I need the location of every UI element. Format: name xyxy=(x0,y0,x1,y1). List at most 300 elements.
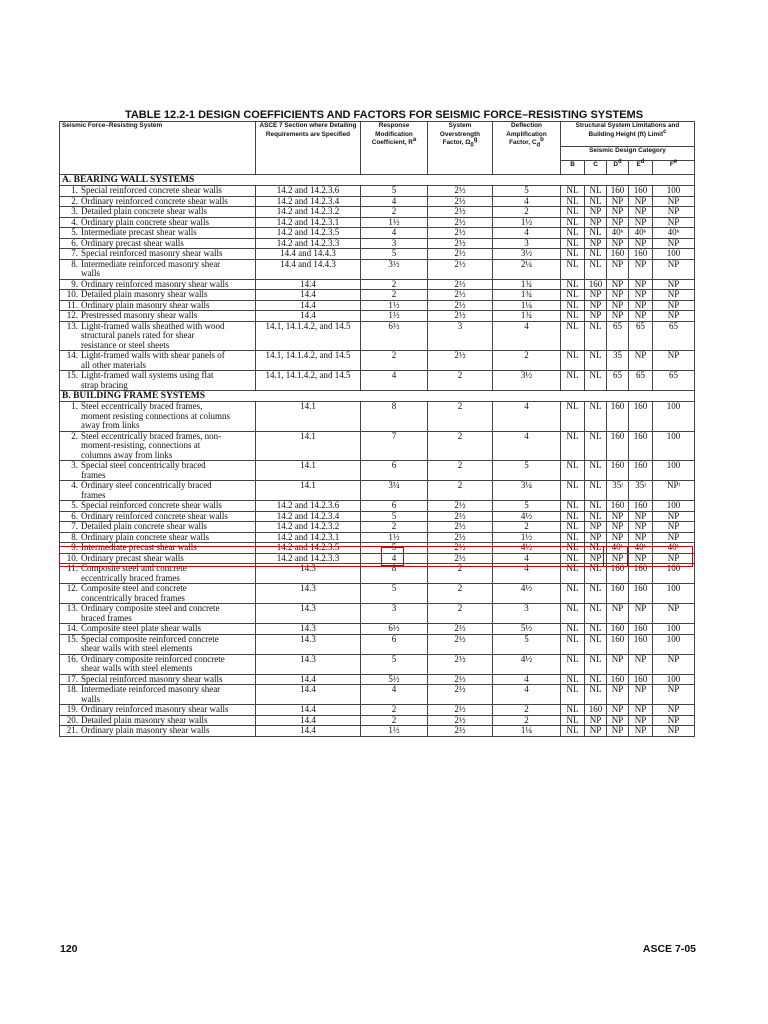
row-number: 21. xyxy=(66,725,78,735)
cd-value-cell: 4½ xyxy=(493,654,561,674)
sdc-f-cell: NP xyxy=(653,300,695,311)
row-number: 13. xyxy=(66,603,78,613)
sdc-f-cell: NP xyxy=(653,522,695,533)
sdc-f-cell: NPʲ xyxy=(653,481,695,501)
row-number: 17. xyxy=(66,673,78,684)
table-row xyxy=(60,543,695,554)
table-row xyxy=(60,685,695,705)
cd-value-cell: 4 xyxy=(493,228,561,239)
sdc-e-cell: NP xyxy=(629,522,653,533)
row-number: 2. xyxy=(71,195,78,206)
sdc-c-cell: NL xyxy=(585,431,607,461)
sdc-d-cell: NP xyxy=(607,217,629,228)
section-cell: 14.3 xyxy=(256,624,361,635)
sdc-b-cell: NL xyxy=(561,501,585,512)
system-cell xyxy=(60,311,256,322)
sdc-c-cell: 160 xyxy=(585,705,607,716)
sdc-d-cell: NP xyxy=(607,300,629,311)
publication-name: ASCE 7-05 xyxy=(642,943,696,955)
cd-value-cell: 2 xyxy=(493,522,561,533)
r-value-cell: 6½ xyxy=(361,321,428,351)
sdc-b-cell: NL xyxy=(561,654,585,674)
row-number: 6. xyxy=(71,237,78,248)
sdc-b-cell: NL xyxy=(561,217,585,228)
section-cell: 14.3 xyxy=(256,654,361,674)
section-cell: 14.4 xyxy=(256,290,361,301)
r-value-cell: 5 xyxy=(361,543,428,554)
system-name: Light-framed wall systems using flat strap bracing xyxy=(81,370,214,390)
sdc-f-cell: NP xyxy=(653,654,695,674)
section-cell: 14.1 xyxy=(256,431,361,461)
sdc-e-cell: 160 xyxy=(629,634,653,654)
sdc-d-cell: 160 xyxy=(607,501,629,512)
cd-value-cell: 1½ xyxy=(493,217,561,228)
table-row xyxy=(60,564,695,584)
sdc-f-cell: NP xyxy=(653,705,695,716)
sdc-c-cell: NL xyxy=(585,564,607,584)
table-row xyxy=(60,311,695,322)
sdc-f-cell: NP xyxy=(653,604,695,624)
section-cell: 14.1, 14.1.4.2, and 14.5 xyxy=(256,351,361,371)
sdc-d-cell: 160 xyxy=(607,186,629,197)
sdc-b-cell: NL xyxy=(561,290,585,301)
sdc-d-cell: 160 xyxy=(607,431,629,461)
omega-value-cell: 2½ xyxy=(428,532,493,543)
section-cell: 14.4 xyxy=(256,705,361,716)
cd-value-cell: 4 xyxy=(493,196,561,207)
sdc-f-cell: NP xyxy=(653,726,695,737)
sdc-f-cell: NP xyxy=(653,532,695,543)
cd-value-cell: 3½ xyxy=(493,371,561,391)
cd-value-cell: 5 xyxy=(493,186,561,197)
row-number: 1. xyxy=(71,401,78,411)
r-value-cell: 2 xyxy=(361,705,428,716)
sdc-b-cell: NL xyxy=(561,532,585,543)
system-cell xyxy=(60,532,256,543)
sdc-f-cell: NP xyxy=(653,290,695,301)
system-name: Composite steel plate shear walls xyxy=(81,623,201,633)
section-cell: 14.2 and 14.2.3.4 xyxy=(256,196,361,207)
sdc-b-cell: NL xyxy=(561,207,585,218)
sdc-d-cell: 160 xyxy=(607,584,629,604)
sdc-c-cell: NP xyxy=(585,532,607,543)
highlight-cell-r xyxy=(381,547,404,566)
system-name: Special reinforced concrete shear walls xyxy=(81,500,222,510)
sdc-d-cell: NP xyxy=(607,290,629,301)
row-number: 1. xyxy=(71,185,78,195)
r-value-cell: 4 xyxy=(361,685,428,705)
r-value-cell: 4 xyxy=(361,371,428,391)
system-cell xyxy=(60,371,256,391)
row-number: 14. xyxy=(66,623,78,633)
sdc-b-cell: NL xyxy=(561,371,585,391)
system-name: Ordinary reinforced concrete shear walls xyxy=(81,510,228,521)
table-row xyxy=(60,300,695,311)
sdc-f-cell: NP xyxy=(653,238,695,249)
system-cell xyxy=(60,279,256,290)
sdc-d-cell: 160 xyxy=(607,461,629,481)
section-cell: 14.4 xyxy=(256,726,361,737)
sdc-f-cell: 100 xyxy=(653,674,695,685)
sdc-b-cell: NL xyxy=(561,321,585,351)
sdc-b-cell: NL xyxy=(561,726,585,737)
system-name: Ordinary composite reinforced concrete shear walls with steel elements xyxy=(81,653,225,673)
omega-value-cell: 2½ xyxy=(428,726,493,737)
header-row-1 xyxy=(60,122,695,147)
row-number: 16. xyxy=(66,653,78,664)
cd-value-cell: 3½ xyxy=(493,249,561,260)
cd-value-cell: 1¾ xyxy=(493,311,561,322)
table-row xyxy=(60,371,695,391)
sdc-b-cell: NL xyxy=(561,481,585,501)
row-number: 11. xyxy=(67,563,78,573)
sdc-c-cell: NP xyxy=(585,300,607,311)
omega-value-cell: 2½ xyxy=(428,259,493,279)
sdc-d-cell: NP xyxy=(607,279,629,290)
sdc-e-cell: NP xyxy=(629,511,653,522)
sdc-e-cell: 160 xyxy=(629,501,653,512)
cd-value-cell: 2 xyxy=(493,715,561,726)
sdc-f-cell: NP xyxy=(653,311,695,322)
system-name: Ordinary plain masonry shear walls xyxy=(81,725,210,735)
section-cell: 14.4 xyxy=(256,279,361,290)
r-value-cell: 1½ xyxy=(361,217,428,228)
row-number: 18. xyxy=(66,684,78,694)
omega-value-cell: 2 xyxy=(428,431,493,461)
system-name: Ordinary reinforced concrete shear walls xyxy=(81,195,228,206)
system-name: Ordinary reinforced masonry shear walls xyxy=(81,704,229,714)
sdc-b-cell: NL xyxy=(561,685,585,705)
omega-value-cell: 2½ xyxy=(428,300,493,311)
system-name: Steel eccentrically braced frames, moment resisting connections at columns away from links xyxy=(81,401,230,430)
sdc-c-cell: NP xyxy=(585,726,607,737)
sdc-c-cell: 160 xyxy=(585,279,607,290)
sdc-c-cell: NP xyxy=(585,238,607,249)
section-cell: 14.1 xyxy=(256,402,361,432)
section-cell: 14.4 xyxy=(256,685,361,705)
system-name: Intermediate reinforced masonry shear walls xyxy=(81,258,221,278)
omega-value-cell: 3 xyxy=(428,321,493,351)
section-cell: 14.4 and 14.4.3 xyxy=(256,259,361,279)
row-number: 7. xyxy=(71,521,78,531)
table-row xyxy=(60,654,695,674)
system-name: Ordinary precast shear walls xyxy=(81,237,184,248)
section-cell: 14.4 and 14.4.3 xyxy=(256,249,361,260)
table-row xyxy=(60,228,695,239)
r-value-cell: 5 xyxy=(361,249,428,260)
table-title: TABLE 12.2-1 DESIGN COEFFICIENTS AND FACTORS FOR SEISMIC FORCE–RESISTING SYSTEMS xyxy=(124,109,644,121)
row-number: 12. xyxy=(66,310,78,320)
row-number: 8. xyxy=(71,258,78,269)
sdc-d-cell: NP xyxy=(607,511,629,522)
sdc-e-cell: NP xyxy=(629,259,653,279)
sdc-e-cell: NP xyxy=(629,705,653,716)
sdc-e-cell: 160 xyxy=(629,461,653,481)
r-value-cell: 5 xyxy=(361,186,428,197)
sdc-e-cell: NP xyxy=(629,351,653,371)
section-cell: 14.2 and 14.2.3.1 xyxy=(256,217,361,228)
sdc-f-cell: NP xyxy=(653,259,695,279)
section-cell: 14.3 xyxy=(256,634,361,654)
table-row xyxy=(60,584,695,604)
sdc-d-cell: NP xyxy=(607,705,629,716)
omega-value-cell: 2½ xyxy=(428,207,493,218)
system-name: Composite steel and concrete concentrically braced frames xyxy=(81,583,187,603)
row-number: 7. xyxy=(71,248,78,258)
r-value-cell: 1½ xyxy=(361,726,428,737)
sdc-e-cell: 160 xyxy=(629,186,653,197)
sdc-e-cell: NP xyxy=(629,604,653,624)
sdc-d-cell: NP xyxy=(607,311,629,322)
omega-value-cell: 2½ xyxy=(428,501,493,512)
sdc-c-cell: NL xyxy=(585,321,607,351)
omega-value-cell: 2½ xyxy=(428,279,493,290)
cd-value-cell: 5 xyxy=(493,501,561,512)
sdc-c-cell: NP xyxy=(585,311,607,322)
sdc-f-cell: NP xyxy=(653,511,695,522)
sdc-c-cell: NP xyxy=(585,715,607,726)
system-cell xyxy=(60,564,256,584)
system-name: Ordinary plain masonry shear walls xyxy=(81,299,210,310)
system-cell xyxy=(60,431,256,461)
col-header-omega: System Overstrength Factor, $\Omega_0^g$ xyxy=(428,122,493,175)
system-cell xyxy=(60,543,256,554)
sdc-b-cell: NL xyxy=(561,186,585,197)
omega-value-cell: 2 xyxy=(428,402,493,432)
table-row xyxy=(60,553,695,564)
sdc-e-cell: NP xyxy=(629,685,653,705)
section-cell: 14.2 and 14.2.3.4 xyxy=(256,511,361,522)
cd-value-cell: 3 xyxy=(493,604,561,624)
r-value-cell: 4 xyxy=(361,196,428,207)
cd-value-cell: 1½ xyxy=(493,532,561,543)
omega-value-cell: 2½ xyxy=(428,685,493,705)
section-cell: 14.2 and 14.2.3.2 xyxy=(256,522,361,533)
omega-value-cell: 2 xyxy=(428,461,493,481)
sdc-f-cell: NP xyxy=(653,207,695,218)
sdc-c-cell: NP xyxy=(585,553,607,564)
sdc-e-cell: 160 xyxy=(629,674,653,685)
system-cell xyxy=(60,624,256,635)
sdc-d-cell: 160 xyxy=(607,564,629,584)
sdc-c-cell: NL xyxy=(585,402,607,432)
system-name: Special reinforced concrete shear walls xyxy=(81,185,222,195)
sdc-f-cell: NP xyxy=(653,685,695,705)
system-name: Special composite reinforced concrete shear walls with steel elements xyxy=(81,633,219,653)
sdc-b-cell: NL xyxy=(561,228,585,239)
table-row xyxy=(60,726,695,737)
cd-value-cell: 4 xyxy=(493,321,561,351)
sdc-b-cell: NL xyxy=(561,311,585,322)
table-row xyxy=(60,674,695,685)
cd-value-cell: 4 xyxy=(493,402,561,432)
row-number: 15. xyxy=(66,370,78,380)
sdc-e-cell: 65 xyxy=(629,321,653,351)
system-cell xyxy=(60,217,256,228)
section-cell: 14.2 and 14.2.3.1 xyxy=(256,532,361,543)
col-header-f: $F^e$ xyxy=(653,161,695,175)
table-row xyxy=(60,604,695,624)
row-number: 9. xyxy=(71,278,78,289)
sdc-e-cell: 40ᵏ xyxy=(629,228,653,239)
sdc-c-cell: NL xyxy=(585,501,607,512)
sdc-d-cell: 40ᵏ xyxy=(607,228,629,239)
system-cell xyxy=(60,290,256,301)
sdc-b-cell: NL xyxy=(561,402,585,432)
r-value-cell: 2 xyxy=(361,290,428,301)
sdc-c-cell: NL xyxy=(585,674,607,685)
table-row xyxy=(60,624,695,635)
row-number: 2. xyxy=(71,430,78,441)
r-value-cell: 2 xyxy=(361,207,428,218)
table-row xyxy=(60,481,695,501)
system-cell xyxy=(60,501,256,512)
system-cell xyxy=(60,207,256,218)
sdc-f-cell: 100 xyxy=(653,249,695,260)
table-row xyxy=(60,522,695,533)
sdc-d-cell: NP xyxy=(607,553,629,564)
row-number: 15. xyxy=(66,633,78,644)
col-header-system: Seismic Force–Resisting System xyxy=(60,122,256,175)
system-name: Steel eccentrically braced frames, non-moment-resisting, connections at columns away from links xyxy=(81,430,222,460)
system-cell xyxy=(60,249,256,260)
row-number: 9. xyxy=(71,542,78,552)
sdc-c-cell: NL xyxy=(585,186,607,197)
sdc-d-cell: NP xyxy=(607,654,629,674)
sdc-b-cell: NL xyxy=(561,705,585,716)
sdc-d-cell: 160 xyxy=(607,402,629,432)
sdc-d-cell: 160 xyxy=(607,674,629,685)
sdc-c-cell: NL xyxy=(585,543,607,554)
sdc-e-cell: NP xyxy=(629,311,653,322)
sdc-e-cell: NP xyxy=(629,553,653,564)
section-cell: 14.2 and 14.2.3.5 xyxy=(256,543,361,554)
r-value-cell: 2 xyxy=(361,351,428,371)
sdc-c-cell: NP xyxy=(585,217,607,228)
system-name: Ordinary precast shear walls xyxy=(81,552,184,563)
omega-value-cell: 2½ xyxy=(428,249,493,260)
omega-value-cell: 2½ xyxy=(428,186,493,197)
sdc-b-cell: NL xyxy=(561,259,585,279)
sdc-e-cell: NP xyxy=(629,532,653,543)
r-value-cell: 3¼ xyxy=(361,481,428,501)
table-row xyxy=(60,532,695,543)
table-row xyxy=(60,321,695,351)
sdc-c-cell: NP xyxy=(585,290,607,301)
sdc-d-cell: 160 xyxy=(607,634,629,654)
sdc-f-cell: 100 xyxy=(653,461,695,481)
system-name: Detailed plain concrete shear walls xyxy=(81,521,207,531)
table-row xyxy=(60,402,695,432)
omega-value-cell: 2½ xyxy=(428,654,493,674)
table-row xyxy=(60,715,695,726)
table-row xyxy=(60,634,695,654)
section-cell: 14.3 xyxy=(256,564,361,584)
r-value-cell: 5 xyxy=(361,584,428,604)
r-value-cell: 6 xyxy=(361,634,428,654)
row-number: 3. xyxy=(71,460,78,470)
section-cell: 14.2 and 14.2.3.6 xyxy=(256,501,361,512)
sdc-d-cell: NP xyxy=(607,715,629,726)
building-frame-section xyxy=(60,391,695,737)
sdc-f-cell: 100 xyxy=(653,402,695,432)
sdc-e-cell: NP xyxy=(629,654,653,674)
section-cell: 14.4 xyxy=(256,674,361,685)
sdc-f-cell: 100 xyxy=(653,634,695,654)
section-cell: 14.4 xyxy=(256,311,361,322)
sdc-f-cell: NP xyxy=(653,553,695,564)
highlight-cell-d xyxy=(603,546,628,567)
sdc-b-cell: NL xyxy=(561,604,585,624)
system-cell xyxy=(60,715,256,726)
sdc-b-cell: NL xyxy=(561,715,585,726)
cd-value-cell: 2 xyxy=(493,351,561,371)
sdc-f-cell: 100 xyxy=(653,564,695,584)
sdc-f-cell: NP xyxy=(653,715,695,726)
table-row xyxy=(60,501,695,512)
col-header-section: ASCE 7 Section where Detailing Requirements are Specified xyxy=(256,122,361,175)
sdc-c-cell: NL xyxy=(585,371,607,391)
sdc-c-cell: NL xyxy=(585,228,607,239)
section-cell: 14.2 and 14.2.3.3 xyxy=(256,553,361,564)
sdc-d-cell: NP xyxy=(607,522,629,533)
system-cell xyxy=(60,654,256,674)
col-header-r: Response Modification Coefficient, $R^a$ xyxy=(361,122,428,175)
system-name: Composite steel and concrete eccentrically braced frames xyxy=(81,563,187,583)
sdc-f-cell: 65 xyxy=(653,371,695,391)
omega-value-cell: 2½ xyxy=(428,705,493,716)
sdc-d-cell: 35ʲ xyxy=(607,481,629,501)
system-name: Detailed plain masonry shear walls xyxy=(81,289,208,299)
sdc-d-cell: NP xyxy=(607,604,629,624)
cd-value-cell: 5½ xyxy=(493,624,561,635)
sdc-f-cell: 40ᵏ xyxy=(653,543,695,554)
r-value-cell: 1½ xyxy=(361,311,428,322)
sdc-c-cell: NP xyxy=(585,522,607,533)
sdc-f-cell: 100 xyxy=(653,584,695,604)
system-name: Special reinforced masonry shear walls xyxy=(81,248,223,258)
sdc-e-cell: 160 xyxy=(629,564,653,584)
table-row xyxy=(60,207,695,218)
cd-value-cell: 1¾ xyxy=(493,290,561,301)
system-cell xyxy=(60,726,256,737)
omega-value-cell: 2 xyxy=(428,564,493,584)
system-cell xyxy=(60,604,256,624)
table-row xyxy=(60,259,695,279)
r-value-cell: 1½ xyxy=(361,532,428,543)
system-cell xyxy=(60,522,256,533)
system-cell xyxy=(60,685,256,705)
row-number: 10. xyxy=(66,289,78,299)
cd-value-cell: 4 xyxy=(493,564,561,584)
sdc-c-cell: NL xyxy=(585,511,607,522)
r-value-cell: 4 xyxy=(361,228,428,239)
table-row xyxy=(60,249,695,260)
sdc-b-cell: NL xyxy=(561,196,585,207)
cd-value-cell: 4½ xyxy=(493,543,561,554)
cd-value-cell: 4½ xyxy=(493,511,561,522)
sdc-c-cell: NL xyxy=(585,604,607,624)
col-header-b: B xyxy=(561,161,585,175)
row-number: 4. xyxy=(71,480,78,490)
row-number: 19. xyxy=(66,704,78,714)
sdc-f-cell: 40ᵏ xyxy=(653,228,695,239)
r-value-cell: 8 xyxy=(361,402,428,432)
system-cell xyxy=(60,402,256,432)
sdc-d-cell: NP xyxy=(607,259,629,279)
r-value-cell: 2 xyxy=(361,279,428,290)
system-name: Intermediate precast shear walls xyxy=(81,542,197,552)
